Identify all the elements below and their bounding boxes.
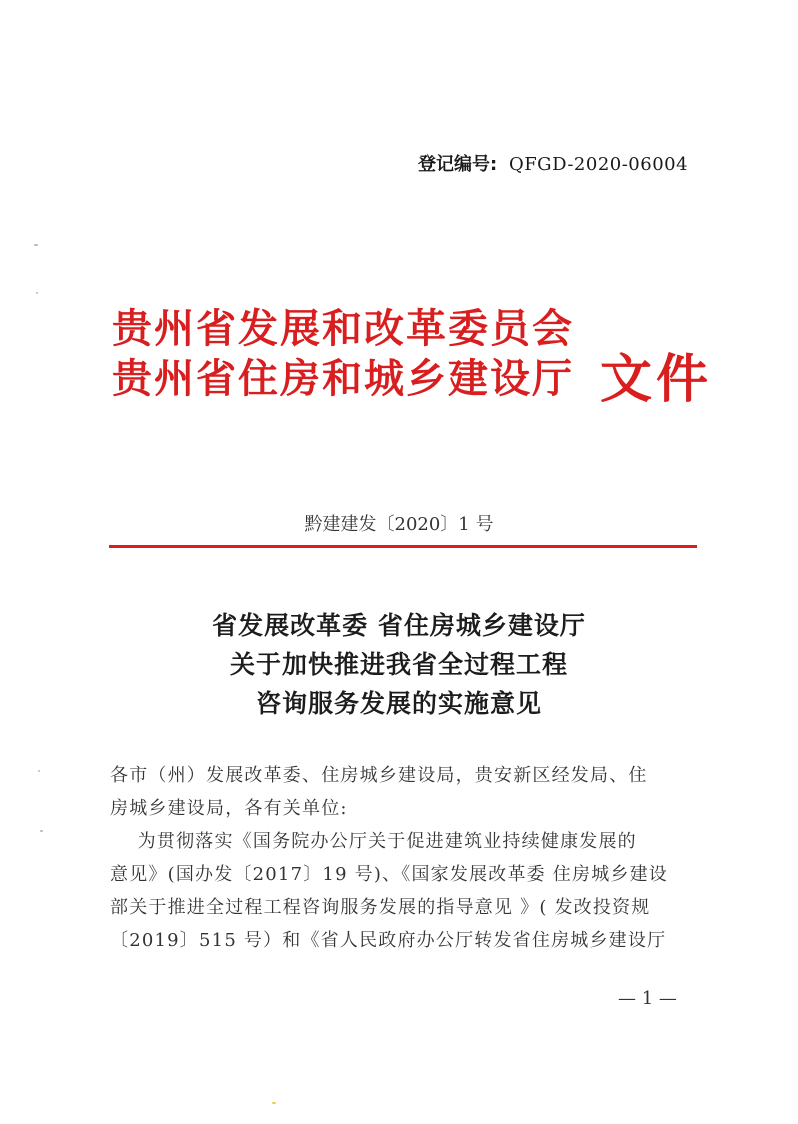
registration-value: QFGD-2020-06004 xyxy=(508,154,689,175)
document-title xyxy=(0,606,798,723)
scan-speck xyxy=(34,244,38,246)
body-line: 〔2019〕515 号）和《省人民政府办公厅转发省住房城乡建设厅 xyxy=(110,930,667,951)
body-line: 为贯彻落实《国务院办公厅关于促进建筑业持续健康发展的 xyxy=(110,831,637,852)
page-number: — 1 — xyxy=(618,988,677,1009)
scan-speck xyxy=(36,292,38,294)
body-line: 意见》(国办发〔2017〕19 号)、《国家发展改革委 住房城乡建设 xyxy=(110,864,668,885)
scan-speck xyxy=(272,1102,276,1104)
body-line: 各市（州）发展改革委、住房城乡建设局，贵安新区经发局、住 xyxy=(110,765,648,786)
scan-speck xyxy=(40,830,43,832)
issuer-header xyxy=(112,304,574,404)
issuer-line-2: 贵州省住房和城乡建设厅 xyxy=(112,355,574,402)
title-line-3: 咨询服务发展的实施意见 xyxy=(255,689,542,718)
body-text xyxy=(110,759,702,957)
body-line: 房城乡建设局，各有关单位: xyxy=(110,798,348,819)
scan-speck xyxy=(38,770,40,772)
issuer-line-1: 贵州省发展和改革委员会 xyxy=(112,305,574,352)
title-line-2: 关于加快推进我省全过程工程 xyxy=(229,650,568,679)
registration-label: 登记编号: xyxy=(418,154,498,175)
registration-number xyxy=(418,150,688,176)
document-number: 黔建建发〔2020〕1 号 xyxy=(304,514,494,535)
red-divider xyxy=(109,545,697,548)
issuer-suffix: 文件 xyxy=(600,349,713,410)
title-line-1: 省发展改革委 省住房城乡建设厅 xyxy=(212,611,586,640)
body-line: 部关于推进全过程工程咨询服务发展的指导意见 》( 发改投资规 xyxy=(110,897,651,918)
